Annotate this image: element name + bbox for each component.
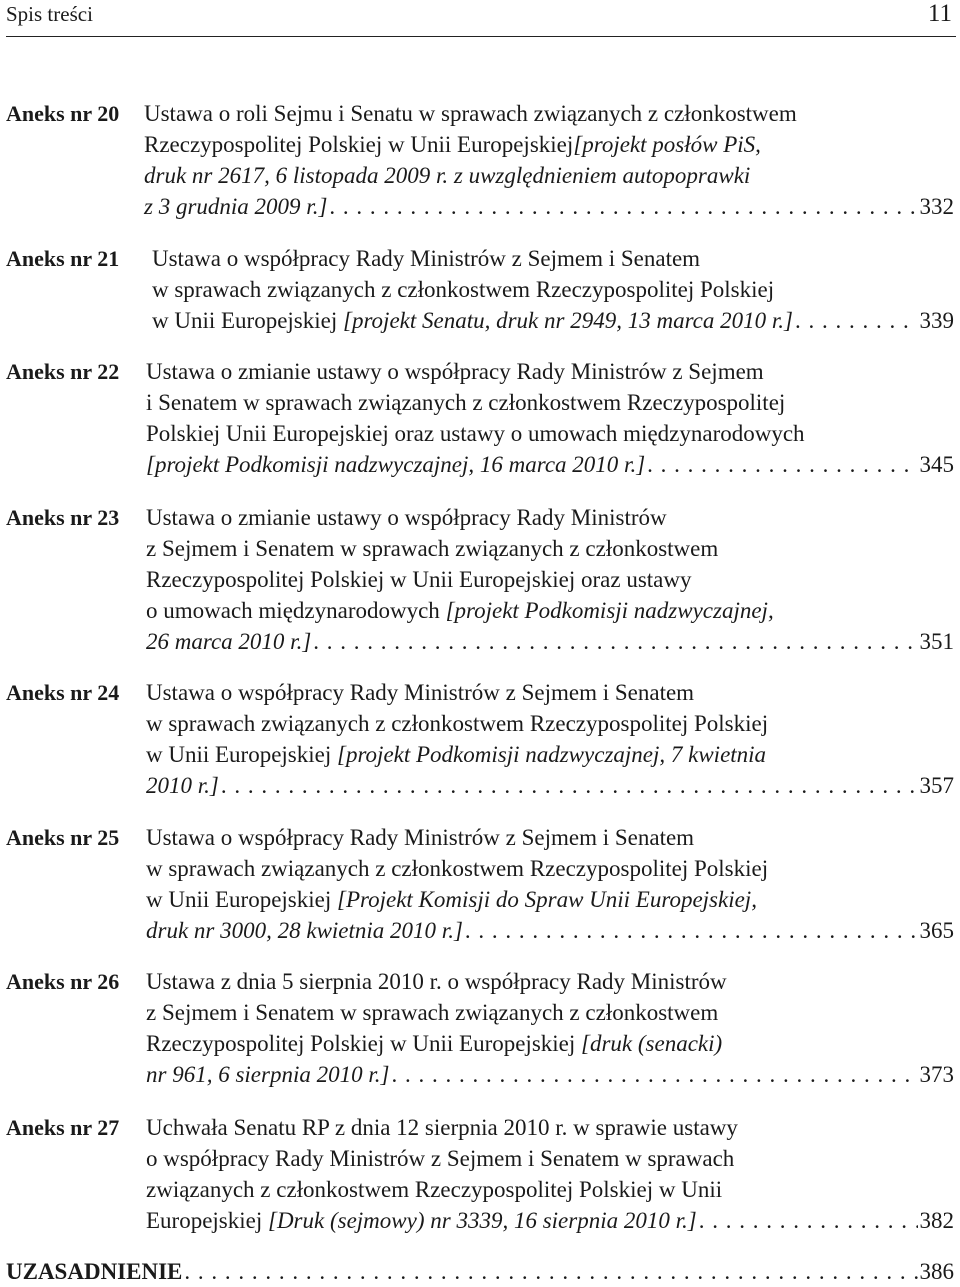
entry-line: Rzeczypospolitej Polskiej w Unii Europejskiej [146,1031,576,1056]
entry-page: 339 [919,308,954,333]
entry-line: Ustawa o współpracy Rady Ministrów z Sejmem i Senatem [146,680,695,705]
entry-page: 357 [919,773,954,798]
entry-line: związanych z członkostwem Rzeczypospolitej Polskiej w Unii [146,1177,723,1202]
leader-dots [647,449,917,480]
entry-line: Ustawa o współpracy Rady Ministrów z Sejmem i Senatem [146,825,695,850]
entry-line: Polskiej Unii Europejskiej oraz ustawy o umowach międzynarodowych [146,421,805,446]
entry-line: Ustawa o współpracy Rady Ministrów z Sejmem i Senatem [152,246,701,271]
entry-body [152,243,954,336]
entry-last-line: nr 961, 6 sierpnia 2010 r.] [146,1062,390,1087]
entry-page: 345 [919,452,954,477]
leader-dots [221,770,918,801]
entry-line: i Senatem w sprawach związanych z członkostwem Rzeczypospolitej [146,390,786,415]
entry-page: 373 [919,1062,954,1087]
entry-label: Aneks nr 24 [6,680,120,705]
leader-dots [184,1256,917,1287]
entry-line: w sprawach związanych z członkostwem Rzeczypospolitej Polskiej [146,711,769,736]
entry-line: Rzeczypospolitej Polskiej w Unii Europejskiej oraz ustawy [146,567,692,592]
entry-label: Aneks nr 23 [6,505,120,530]
page-header [0,0,960,40]
entry-line: Rzeczypospolitej Polskiej w Unii Europejskiej [144,132,574,157]
entry-label: Aneks nr 22 [6,359,120,384]
entry-body [144,98,954,222]
entry-page: 351 [919,629,954,654]
entry-line: Uchwała Senatu RP z dnia 12 sierpnia 2010 r. w sprawie ustawy [146,1115,738,1140]
entry-line-italic: [Projekt Komisji do Spraw Unii Europejskiej, [337,887,757,912]
toc-entry-uzasadnienie[interactable] [6,1256,954,1287]
page-number: 11 [927,0,952,27]
entry-line-italic: druk nr 2617, 6 listopada 2009 r. z uwzględnieniem autopoprawki [144,163,751,188]
entry-label: Aneks nr 20 [6,101,120,126]
entry-label: UZASADNIENIE [6,1259,183,1284]
entry-body [146,822,954,946]
entry-line: w Unii Europejskiej [152,308,338,333]
leader-dots [699,1205,918,1236]
entry-line: w Unii Europejskiej [146,742,332,767]
leader-dots [329,191,917,222]
leader-dots [313,626,917,657]
entry-page: 382 [919,1208,954,1233]
entry-body [146,1112,954,1236]
entry-line: w sprawach związanych z członkostwem Rzeczypospolitej Polskiej [146,856,769,881]
entry-line: Ustawa o zmianie ustawy o współpracy Rady Ministrów z Sejmem [146,359,764,384]
entry-line: z Sejmem i Senatem w sprawach związanych z członkostwem [146,1000,719,1025]
header-rule [6,36,956,37]
entry-last-line: [projekt Podkomisji nadzwyczajnej, 16 marca 2010 r.] [146,452,646,477]
leader-dots [391,1059,917,1090]
entry-last-line: z 3 grudnia 2009 r.] [144,194,328,219]
entry-line: z Sejmem i Senatem w sprawach związanych z członkostwem [146,536,719,561]
entry-last-line: [projekt Senatu, druk nr 2949, 13 marca 2010 r.] [343,308,793,333]
entry-line: w sprawach związanych z członkostwem Rzeczypospolitej Polskiej [152,277,775,302]
entry-page: 332 [919,194,954,219]
entry-page: 386 [919,1259,954,1284]
entry-line-italic: [projekt Podkomisji nadzwyczajnej, 7 kwietnia [337,742,767,767]
entry-last-line: 2010 r.] [146,773,219,798]
entry-line: o współpracy Rady Ministrów z Sejmem i Senatem w sprawach [146,1146,735,1171]
entry-body [146,966,954,1090]
entry-label: Aneks nr 26 [6,969,120,994]
entry-line-italic: [projekt posłów PiS, [573,132,761,157]
entry-last-line: [Druk (sejmowy) nr 3339, 16 sierpnia 2010 r.] [268,1208,697,1233]
entry-page: 365 [919,918,954,943]
entry-label: Aneks nr 21 [6,246,120,271]
entry-last-line: druk nr 3000, 28 kwietnia 2010 r.] [146,918,463,943]
entry-line: Ustawa o zmianie ustawy o współpracy Rady Ministrów [146,505,667,530]
entry-label: Aneks nr 25 [6,825,120,850]
leader-dots [795,305,918,336]
entry-body [146,356,954,480]
entry-line: Ustawa z dnia 5 sierpnia 2010 r. o współpracy Rady Ministrów [146,969,727,994]
entry-body [146,677,954,801]
entry-line-italic: [druk (senacki) [581,1031,723,1056]
leader-dots [465,915,918,946]
entry-body [146,502,954,657]
entry-line: Ustawa o roli Sejmu i Senatu w sprawach związanych z członkostwem [144,101,797,126]
entry-line: o umowach międzynarodowych [146,598,440,623]
entry-line: w Unii Europejskiej [146,887,332,912]
entry-line-italic: [projekt Podkomisji nadzwyczajnej, [445,598,774,623]
running-title: Spis treści [6,2,93,26]
entry-line: Europejskiej [146,1208,263,1233]
entry-last-line: 26 marca 2010 r.] [146,629,312,654]
entry-label: Aneks nr 27 [6,1115,120,1140]
